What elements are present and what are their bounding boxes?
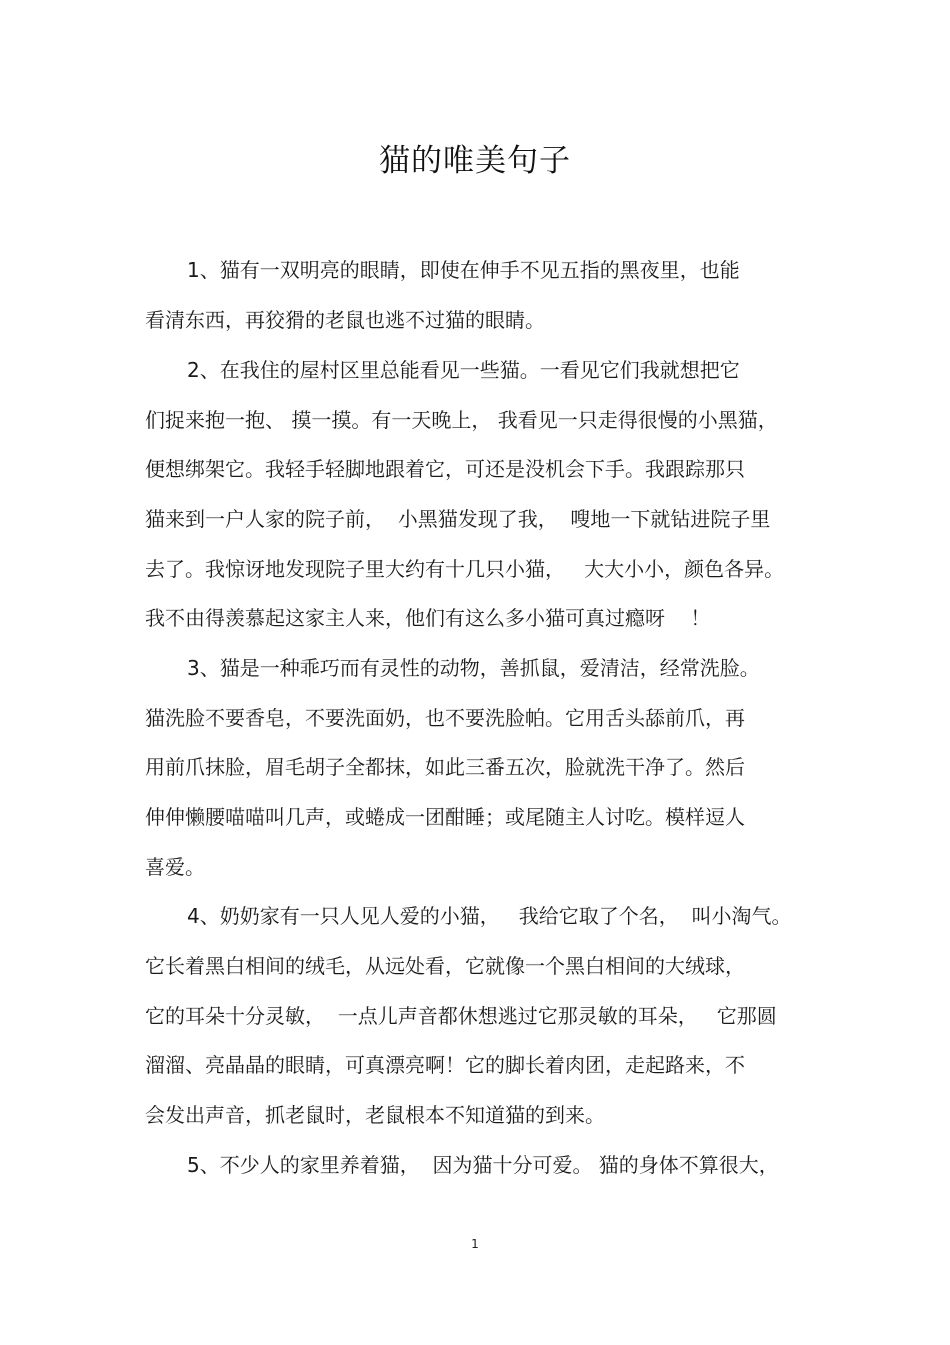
page-number: 1 xyxy=(471,1237,479,1251)
paragraph-3-line-1: 3、猫是一种乖巧而有灵性的动物，善抓鼠，爱清洁，经常洗脸。 xyxy=(187,656,760,680)
paragraph-4-line-4: 溜溜、亮晶晶的眼睛，可真漂亮啊！它的脚长着肉团，走起路来，不 xyxy=(145,1053,745,1077)
paragraph-3-line-3: 用前爪抹脸，眉毛胡子全都抹，如此三番五次，脸就洗干净了。然后 xyxy=(145,755,745,779)
paragraph-2-line-6: 我不由得羡慕起这家主人来，他们有这么多小猫可真过瘾呀 ！ xyxy=(145,606,711,630)
paragraph-2-line-2: 们捉来抱一抱、 摸一摸。有一天晚上， 我看见一只走得很慢的小黑猫， xyxy=(145,408,778,432)
paragraph-2-line-1: 2、在我住的屋村区里总能看见一些猫。一看见它们我就想把它 xyxy=(187,358,740,382)
paragraph-1-line-1: 1、猫有一双明亮的眼睛，即使在伸手不见五指的黑夜里，也能 xyxy=(187,258,740,282)
paragraph-3-line-5: 喜爱。 xyxy=(145,855,205,879)
page-title: 猫的唯美句子 xyxy=(379,143,571,179)
paragraph-4-line-1: 4、奶奶家有一只人见人爱的小猫， 我给它取了个名， 叫小淘气。 xyxy=(187,904,792,928)
paragraph-3-line-2: 猫洗脸不要香皂，不要洗面奶，也不要洗脸帕。它用舌头舔前爪，再 xyxy=(145,706,745,730)
paragraph-4-line-3: 它的耳朵十分灵敏， 一点儿声音都休想逃过它那灵敏的耳朵， 它那圆 xyxy=(145,1004,777,1028)
paragraph-2-line-4: 猫来到一户人家的院子前， 小黑猫发现了我， 嗖地一下就钻进院子里 xyxy=(145,507,771,531)
paragraph-3-line-4: 伸伸懒腰喵喵叫几声，或蜷成一团酣睡；或尾随主人讨吃。模样逗人 xyxy=(145,805,745,829)
paragraph-2-line-3: 便想绑架它。我轻手轻脚地跟着它，可还是没机会下手。我跟踪那只 xyxy=(145,457,745,481)
paragraph-2-line-5: 去了。我惊讶地发现院子里大约有十几只小猫， 大大小小，颜色各异。 xyxy=(145,557,785,581)
paragraph-5-line-1: 5、不少人的家里养着猫， 因为猫十分可爱。 猫的身体不算很大， xyxy=(187,1153,779,1177)
paragraph-1-line-2: 看清东西，再狡猾的老鼠也逃不过猫的眼睛。 xyxy=(145,308,545,332)
paragraph-4-line-2: 它长着黑白相间的绒毛，从远处看，它就像一个黑白相间的大绒球， xyxy=(145,954,745,978)
paragraph-4-line-5: 会发出声音，抓老鼠时，老鼠根本不知道猫的到来。 xyxy=(145,1103,605,1127)
